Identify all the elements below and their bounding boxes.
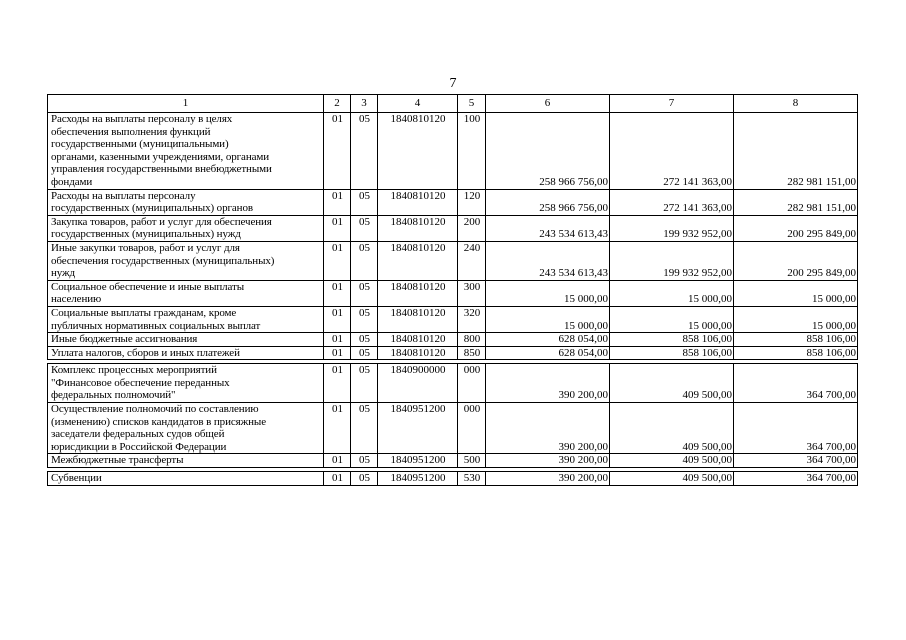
amount-col7-cell: 858 106,00 — [610, 333, 734, 347]
header-row — [48, 95, 858, 113]
header-cell-4: 4 — [378, 95, 458, 113]
expense-name-line: Иные закупки товаров, работ и услуг для — [51, 241, 240, 254]
amount-col8-cell: 200 295 849,00 — [734, 241, 858, 280]
amount-col8-cell: 282 981 151,00 — [734, 189, 858, 215]
expense-name-line: Иные бюджетные ассигнования — [51, 333, 198, 346]
expense-name-cell — [48, 364, 324, 403]
subsection-code-cell: 05 — [351, 364, 378, 403]
expense-name-line: государственных (муниципальных) органов — [51, 202, 253, 215]
header-cell-2: 2 — [324, 95, 351, 113]
subsection-code-cell: 05 — [351, 472, 378, 486]
expense-type-cell: 000 — [458, 364, 486, 403]
amount-col6-cell: 258 966 756,00 — [486, 113, 610, 190]
subsection-code-cell: 05 — [351, 346, 378, 360]
target-article-cell: 1840951200 — [378, 403, 458, 454]
amount-col7-cell: 199 932 952,00 — [610, 215, 734, 241]
subsection-code-cell: 05 — [351, 280, 378, 306]
amount-col8-cell: 858 106,00 — [734, 333, 858, 347]
expense-type-cell: 200 — [458, 215, 486, 241]
expense-name-cell — [48, 333, 324, 347]
expense-name-line: Субвенции — [51, 472, 102, 485]
section-code-cell: 01 — [324, 215, 351, 241]
amount-col6-cell: 15 000,00 — [486, 306, 610, 332]
amount-col7-cell: 272 141 363,00 — [610, 189, 734, 215]
section-code-cell: 01 — [324, 472, 351, 486]
header-cell-8: 8 — [734, 95, 858, 113]
expense-name-line: фондами — [51, 175, 93, 188]
expense-name-line: Социальное обеспечение и иные выплаты — [51, 280, 245, 293]
subsection-code-cell: 05 — [351, 306, 378, 332]
amount-col8-cell: 364 700,00 — [734, 472, 858, 486]
table-row — [48, 280, 858, 306]
header-cell-3: 3 — [351, 95, 378, 113]
expense-type-cell: 850 — [458, 346, 486, 360]
amount-col6-cell: 390 200,00 — [486, 403, 610, 454]
expense-name-line: органами, казенными учреждениями, органами — [51, 150, 270, 163]
section-code-cell: 01 — [324, 241, 351, 280]
expense-type-cell: 320 — [458, 306, 486, 332]
subsection-code-cell: 05 — [351, 454, 378, 468]
header-cell-5: 5 — [458, 95, 486, 113]
table-row — [48, 113, 858, 190]
section-code-cell: 01 — [324, 346, 351, 360]
amount-col7-cell: 199 932 952,00 — [610, 241, 734, 280]
header-cell-7: 7 — [610, 95, 734, 113]
amount-col8-cell: 15 000,00 — [734, 306, 858, 332]
expense-type-cell: 240 — [458, 241, 486, 280]
table-row — [48, 403, 858, 454]
amount-col6-cell: 258 966 756,00 — [486, 189, 610, 215]
amount-col6-cell: 390 200,00 — [486, 472, 610, 486]
table-row — [48, 333, 858, 347]
subsection-code-cell: 05 — [351, 113, 378, 190]
table-row — [48, 241, 858, 280]
expense-name-line: Расходы на выплаты персоналу в целях — [51, 113, 233, 125]
expense-type-cell: 100 — [458, 113, 486, 190]
table-row — [48, 472, 858, 486]
target-article-cell: 1840810120 — [378, 113, 458, 190]
target-article-cell: 1840810120 — [378, 306, 458, 332]
target-article-cell: 1840810120 — [378, 280, 458, 306]
amount-col7-cell: 409 500,00 — [610, 472, 734, 486]
amount-col7-cell: 858 106,00 — [610, 346, 734, 360]
expense-type-cell: 000 — [458, 403, 486, 454]
expense-name-line: обеспечения государственных (муниципальных) — [51, 254, 275, 267]
expense-name-cell — [48, 241, 324, 280]
target-article-cell: 1840900000 — [378, 364, 458, 403]
expense-name-line: Закупка товаров, работ и услуг для обеспечения — [51, 215, 272, 228]
expense-name-line: нужд — [51, 267, 76, 280]
expense-name-cell — [48, 280, 324, 306]
expense-name-line: Осуществление полномочий по составлению — [51, 403, 259, 416]
subsection-code-cell: 05 — [351, 215, 378, 241]
target-article-cell: 1840951200 — [378, 472, 458, 486]
table-row — [48, 364, 858, 403]
amount-col6-cell: 243 534 613,43 — [486, 241, 610, 280]
expense-name-line: Расходы на выплаты персоналу — [51, 189, 196, 202]
expense-type-cell: 530 — [458, 472, 486, 486]
table-row — [48, 346, 858, 360]
amount-col6-cell: 628 054,00 — [486, 346, 610, 360]
target-article-cell: 1840810120 — [378, 189, 458, 215]
expense-name-line: Комплекс процессных мероприятий — [51, 364, 217, 377]
expense-name-cell — [48, 403, 324, 454]
expense-name-line: заседатели федеральных судов общей — [51, 428, 225, 441]
expense-name-cell — [48, 113, 324, 190]
table-row — [48, 454, 858, 468]
amount-col8-cell: 15 000,00 — [734, 280, 858, 306]
target-article-cell: 1840810120 — [378, 241, 458, 280]
expense-name-line: управления государственными внебюджетными — [51, 163, 272, 176]
amount-col6-cell: 390 200,00 — [486, 454, 610, 468]
subsection-code-cell: 05 — [351, 403, 378, 454]
expense-name-cell — [48, 454, 324, 468]
expense-type-cell: 300 — [458, 280, 486, 306]
amount-col8-cell: 200 295 849,00 — [734, 215, 858, 241]
target-article-cell: 1840810120 — [378, 333, 458, 347]
expense-name-line: государственными (муниципальными) — [51, 138, 229, 151]
subsection-code-cell: 05 — [351, 241, 378, 280]
amount-col7-cell: 409 500,00 — [610, 364, 734, 403]
expense-name-cell — [48, 189, 324, 215]
table-row — [48, 306, 858, 332]
expense-type-cell: 120 — [458, 189, 486, 215]
expense-type-cell: 500 — [458, 454, 486, 468]
target-article-cell: 1840810120 — [378, 215, 458, 241]
expense-type-cell: 800 — [458, 333, 486, 347]
table-row — [48, 189, 858, 215]
section-code-cell: 01 — [324, 113, 351, 190]
amount-col7-cell: 15 000,00 — [610, 280, 734, 306]
subsection-code-cell: 05 — [351, 333, 378, 347]
section-code-cell: 01 — [324, 333, 351, 347]
section-code-cell: 01 — [324, 306, 351, 332]
expense-name-line: государственных (муниципальных) нужд — [51, 228, 241, 241]
expense-name-line: населению — [51, 293, 102, 306]
target-article-cell: 1840951200 — [378, 454, 458, 468]
amount-col7-cell: 15 000,00 — [610, 306, 734, 332]
expense-name-cell — [48, 346, 324, 360]
section-code-cell: 01 — [324, 280, 351, 306]
amount-col7-cell: 409 500,00 — [610, 403, 734, 454]
amount-col6-cell: 628 054,00 — [486, 333, 610, 347]
expense-name-line: "Финансовое обеспечение переданных — [51, 376, 230, 389]
expense-name-line: Уплата налогов, сборов и иных платежей — [51, 346, 240, 359]
amount-col6-cell: 390 200,00 — [486, 364, 610, 403]
target-article-cell: 1840810120 — [378, 346, 458, 360]
expense-name-line: юрисдикции в Российской Федерации — [51, 440, 227, 453]
expense-name-line: публичных нормативных социальных выплат — [51, 319, 261, 332]
amount-col8-cell: 364 700,00 — [734, 403, 858, 454]
page-number: 7 — [449, 76, 457, 91]
expense-name-cell — [48, 215, 324, 241]
amount-col6-cell: 15 000,00 — [486, 280, 610, 306]
expense-name-line: Межбюджетные трансферты — [51, 454, 184, 467]
section-code-cell: 01 — [324, 454, 351, 468]
expense-name-line: обеспечения выполнения функций — [51, 125, 211, 138]
expense-name-line: (изменению) списков кандидатов в присяжные — [51, 415, 266, 428]
subsection-code-cell: 05 — [351, 189, 378, 215]
amount-col8-cell: 364 700,00 — [734, 454, 858, 468]
amount-col8-cell: 282 981 151,00 — [734, 113, 858, 190]
amount-col7-cell: 409 500,00 — [610, 454, 734, 468]
header-cell-1: 1 — [48, 95, 324, 113]
table-row — [48, 215, 858, 241]
amount-col8-cell: 364 700,00 — [734, 364, 858, 403]
section-code-cell: 01 — [324, 364, 351, 403]
budget-table — [47, 94, 858, 486]
expense-name-line: Социальные выплаты гражданам, кроме — [51, 306, 237, 319]
expense-name-cell — [48, 472, 324, 486]
amount-col7-cell: 272 141 363,00 — [610, 113, 734, 190]
section-code-cell: 01 — [324, 403, 351, 454]
expense-name-line: федеральных полномочий" — [51, 389, 176, 402]
section-code-cell: 01 — [324, 189, 351, 215]
amount-col6-cell: 243 534 613,43 — [486, 215, 610, 241]
expense-name-cell — [48, 306, 324, 332]
amount-col8-cell: 858 106,00 — [734, 346, 858, 360]
header-cell-6: 6 — [486, 95, 610, 113]
